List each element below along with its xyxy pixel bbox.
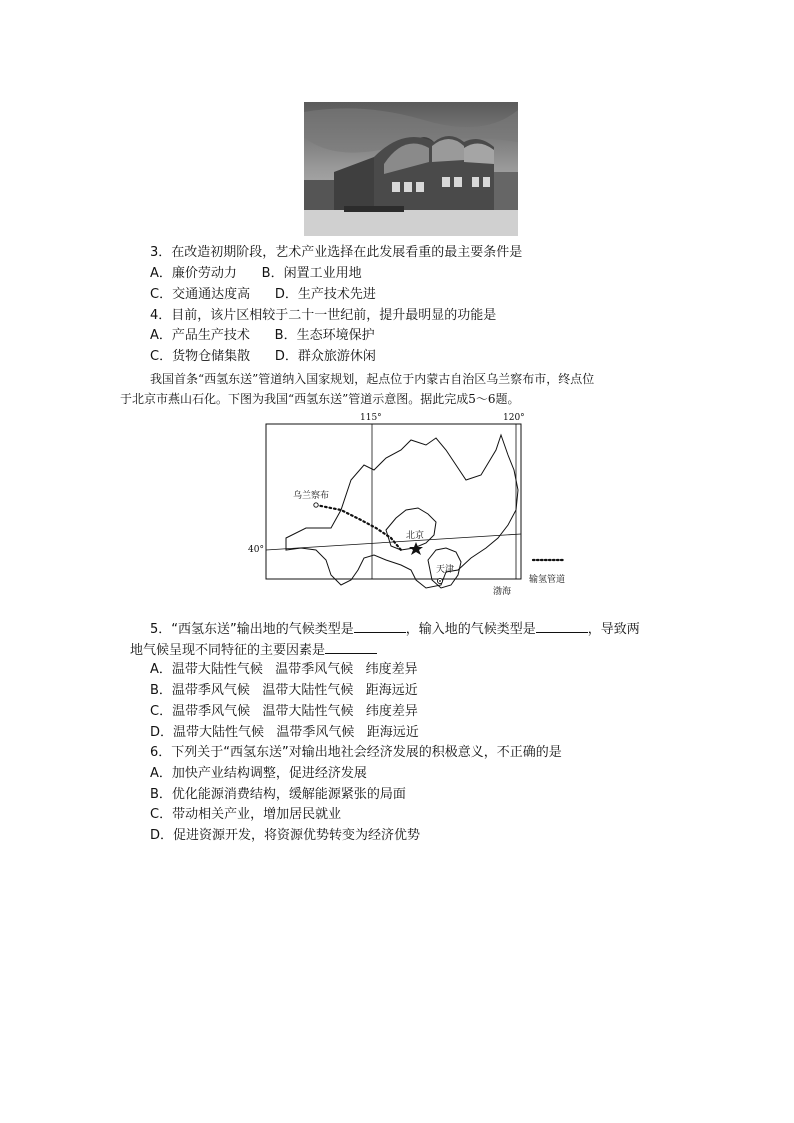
intro-line-1: 我国首条“西氢东送”管道纳入国家规划，起点位于内蒙古自治区乌兰察布市，终点位 [150,372,595,386]
answer-blank-1 [354,620,406,633]
question-4-stem: 4．目前，该片区相较于二十一世纪前，提升最明显的功能是 [150,308,497,323]
answer-blank-2 [536,620,588,633]
latitude-40-label: 40° [248,545,264,555]
capital-label: 北京 [406,531,425,541]
question-5-option-b: B．温带季风气候 温带大陆性气候 距海远近 [150,683,418,698]
question-5-stem-part1: 5．“西氢东送”输出地的气候类型是 [150,622,354,637]
question-6-option-c: C．带动相关产业，增加居民就业 [150,807,342,822]
bohai-label: 渤海 [493,587,512,597]
question-6-stem: 6．下列关于“西氢东送”对输出地社会经济发展的积极意义，不正确的是 [150,745,562,760]
tianjin-label: 天津 [436,565,455,575]
question-5-option-a: A．温带大陆性气候 温带季风气候 纬度差异 [150,662,418,677]
map-frame [266,424,521,579]
start-city-marker [314,503,318,507]
question-4-options-ab: A．产品生产技术 B．生态环境保护 [150,328,375,343]
question-6-option-b: B．优化能源消费结构，缓解能源紧张的局面 [150,787,406,802]
question-5-stem-line1 [150,620,640,639]
question-5-option-c: C．温带季风气候 温带大陆性气候 纬度差异 [150,704,418,719]
question-3-options-cd: C．交通通达度高 D．生产技术先进 [150,287,376,302]
legend-pipeline-label: 输氢管道 [529,575,566,585]
question-5-option-d: D．温带大陆性气候 温带季风气候 距海远近 [150,725,419,740]
question-3-stem: 3．在改造初期阶段，艺术产业选择在此发展看重的最主要条件是 [150,245,523,260]
question-5-stem-line2 [130,641,377,660]
question-6-option-a: A．加快产业结构调整，促进经济发展 [150,766,367,781]
question-5-stem-part3: ，导致两 [587,622,640,637]
answer-blank-3 [325,641,377,654]
question-5-stem-part2: ，输入地的气候类型是 [405,622,536,637]
longitude-120-label: 120° [503,413,525,423]
intro-line-2: 于北京市燕山石化。下图为我国“西氢东送”管道示意图。据此完成5～6题。 [120,392,520,406]
start-city-label: 乌兰察布 [293,491,330,501]
question-3-options-ab: A．廉价劳动力 B．闲置工业用地 [150,266,362,281]
question-4-options-cd: C．货物仓储集散 D．群众旅游休闲 [150,349,376,364]
question-6-option-d: D．促进资源开发，将资源优势转变为经济优势 [150,828,421,843]
longitude-115-label: 115° [360,413,382,423]
pipeline-map [246,410,590,610]
question-5-stem-line2-text: 地气候呈现不同特征的主要因素是 [130,643,326,658]
factory-photo [304,102,518,236]
